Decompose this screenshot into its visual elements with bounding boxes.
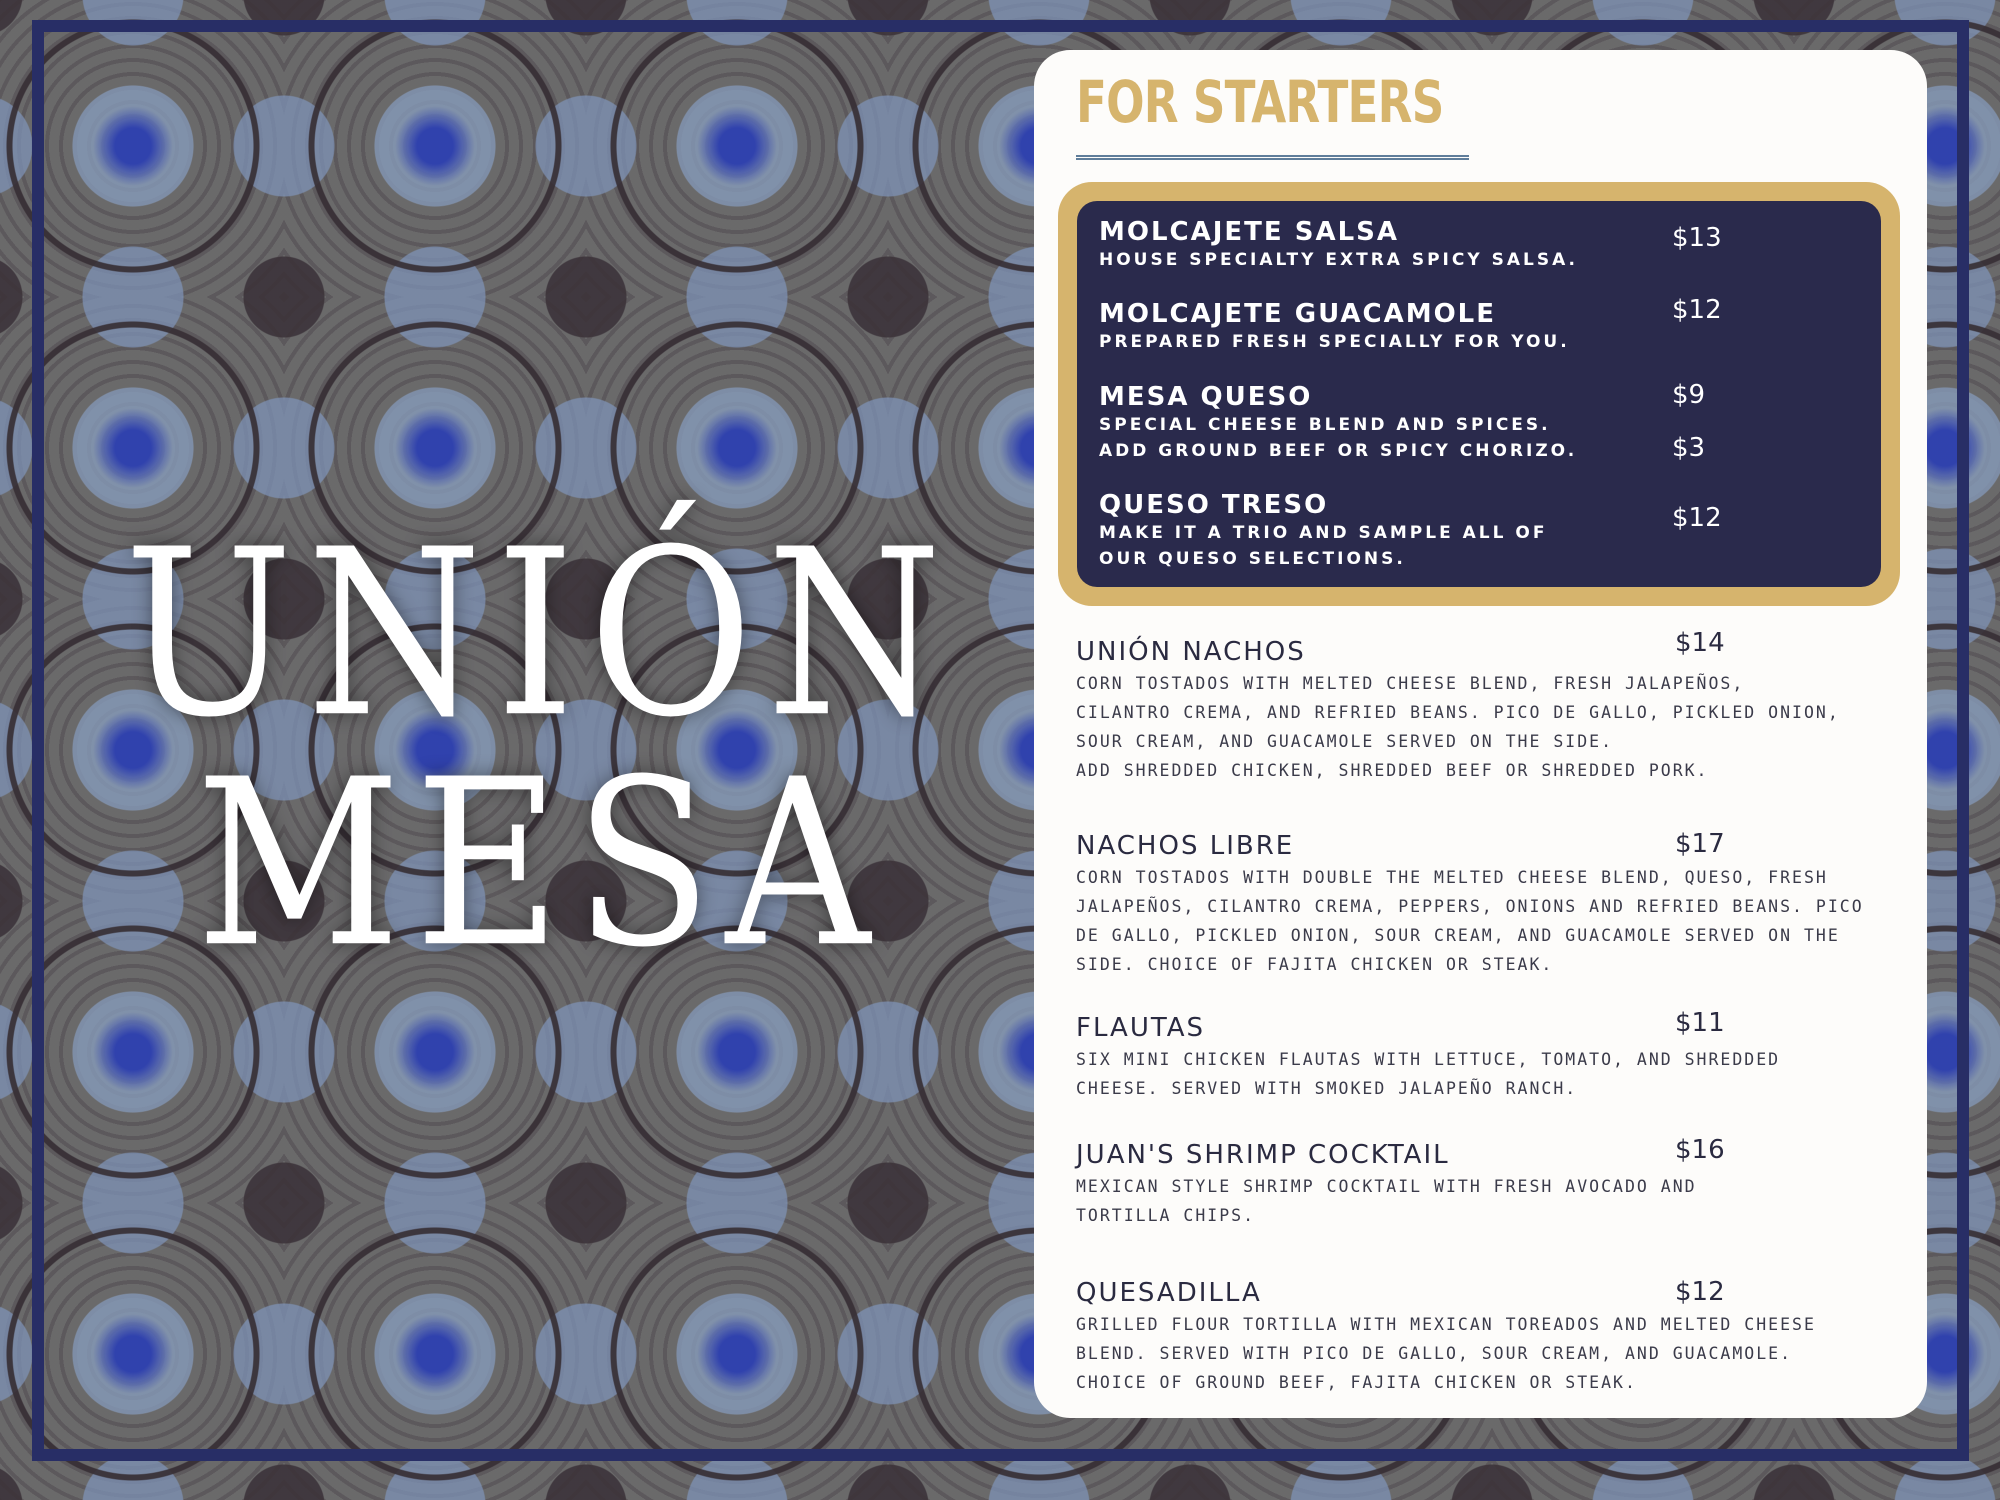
item-price: $9 xyxy=(1672,380,1706,410)
menu-item xyxy=(1076,1138,1886,1230)
item-name: UNIÓN NACHOS xyxy=(1076,637,1306,667)
item-description: CORN TOSTADOS WITH DOUBLE THE MELTED CHEESE BLEND, QUESO, FRESH JALAPEÑOS, CILANTRO CREMA, PEPPERS, ONIONS AND REFRIED BEANS. PICO DE GALLO, PICKLED ONION, SOUR CREAM, AND GUACAMOLE SERVED ON THE SIDE. CHOICE OF FAJITA CHICKEN OR STEAK. xyxy=(1076,868,1864,974)
item-description: GRILLED FLOUR TORTILLA WITH MEXICAN TOREADOS AND MELTED CHEESE BLEND. SERVED WITH PICO DE GALLO, SOUR CREAM, AND GUACAMOLE. CHOICE OF GROUND BEEF, FAJITA CHICKEN OR STEAK. xyxy=(1076,1315,1816,1392)
section-title: FOR STARTERS xyxy=(1076,68,1444,136)
item-price: $17 xyxy=(1675,829,1725,859)
item-price: $11 xyxy=(1675,1008,1725,1038)
item-description-addon: ADD GROUND BEEF OR SPICY CHORIZO. xyxy=(1099,441,1578,461)
item-name: FLAUTAS xyxy=(1076,1013,1206,1043)
item-price: $14 xyxy=(1675,628,1725,658)
item-description: MEXICAN STYLE SHRIMP COCKTAIL WITH FRESH AVOCADO AND TORTILLA CHIPS. xyxy=(1076,1177,1697,1225)
featured-item xyxy=(1099,217,1578,273)
featured-box xyxy=(1058,182,1900,606)
item-name: MOLCAJETE SALSA xyxy=(1099,217,1399,247)
menu-panel xyxy=(1034,50,1927,1418)
item-description: SPECIAL CHEESE BLEND AND SPICES. xyxy=(1099,415,1551,435)
featured-item xyxy=(1099,490,1547,572)
restaurant-logo xyxy=(110,500,970,999)
item-description: OUR QUESO SELECTIONS. xyxy=(1099,549,1406,569)
addon-price: $3 xyxy=(1672,433,1706,463)
item-name: JUAN'S SHRIMP COCKTAIL xyxy=(1076,1140,1450,1170)
item-name: MOLCAJETE GUACAMOLE xyxy=(1099,299,1497,329)
item-price: $12 xyxy=(1672,503,1722,533)
item-name: QUESO TRESO xyxy=(1099,490,1329,520)
item-name: MESA QUESO xyxy=(1099,382,1313,412)
featured-box-inner xyxy=(1077,201,1881,587)
item-name: QUESADILLA xyxy=(1076,1278,1262,1308)
item-price: $13 xyxy=(1672,223,1722,253)
featured-item xyxy=(1099,299,1570,355)
item-price: $12 xyxy=(1672,295,1722,325)
menu-item xyxy=(1076,1011,1886,1103)
item-description: MAKE IT A TRIO AND SAMPLE ALL OF xyxy=(1099,523,1548,543)
item-price: $12 xyxy=(1675,1277,1725,1307)
item-description: PREPARED FRESH SPECIALLY FOR YOU. xyxy=(1099,332,1570,352)
item-name: NACHOS LIBRE xyxy=(1076,831,1295,861)
item-price: $16 xyxy=(1675,1135,1725,1165)
brand-line-2: MESA xyxy=(195,730,885,999)
featured-item xyxy=(1099,382,1577,464)
item-description: HOUSE SPECIALTY EXTRA SPICY SALSA. xyxy=(1099,250,1578,270)
item-description: CORN TOSTADOS WITH MELTED CHEESE BLEND, FRESH JALAPEÑOS, CILANTRO CREMA, AND REFRIED BEANS. PICO DE GALLO, PICKLED ONION, SOUR CREAM, AND GUACAMOLE SERVED ON THE SIDE. ADD SHREDDED CHICKEN, SHREDDED BEEF OR SHREDDED PORK. xyxy=(1076,674,1840,780)
menu-item xyxy=(1076,829,1886,979)
menu-item xyxy=(1076,1276,1886,1397)
menu-item xyxy=(1076,635,1886,785)
item-description: SIX MINI CHICKEN FLAUTAS WITH LETTUCE, TOMATO, AND SHREDDED CHEESE. SERVED WITH SMOKED JALAPEÑO RANCH. xyxy=(1076,1050,1781,1098)
title-underline xyxy=(1076,155,1469,160)
brand-line-1: UNIÓN xyxy=(124,500,956,769)
